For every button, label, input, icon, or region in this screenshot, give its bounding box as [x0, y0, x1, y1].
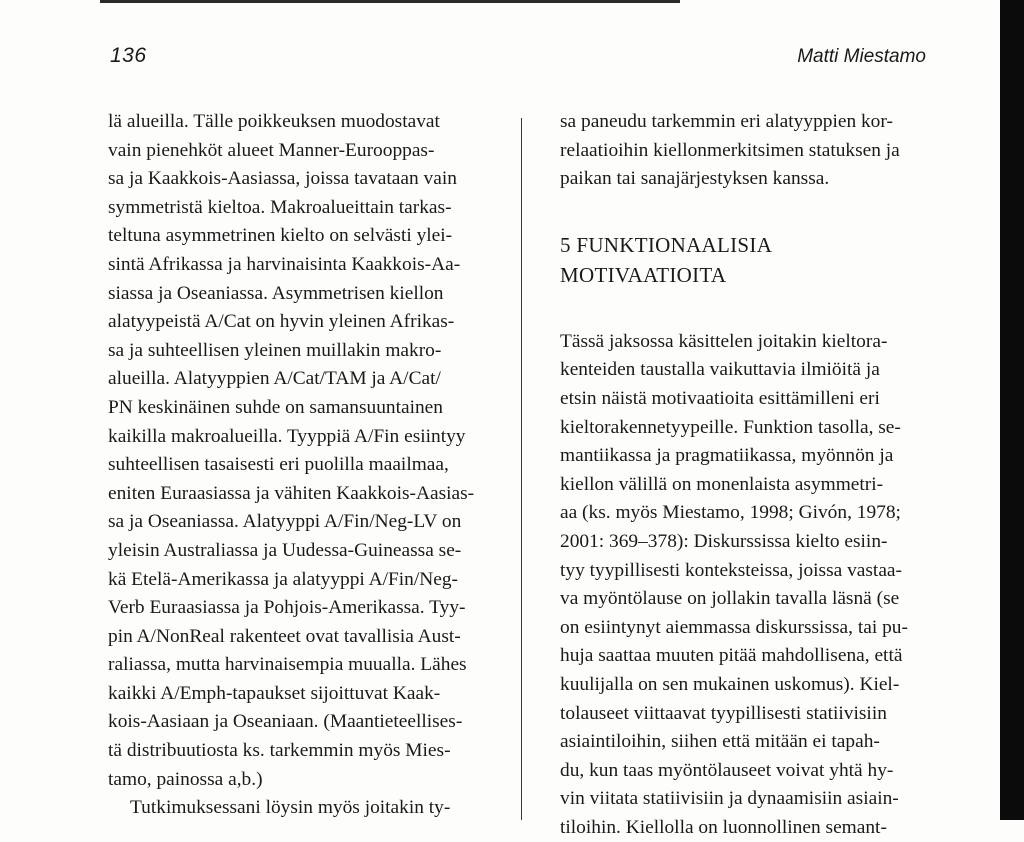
text-line: du, kun taas myöntölauseet voivat yhtä hy-	[560, 759, 894, 781]
text-line: tiloihin. Kiellolla on luonnollinen semant-	[560, 816, 887, 838]
text-line: sa ja Kaakkois-Aasiassa, joissa tavataan vain	[108, 168, 457, 190]
text-line: siassa ja Oseaniassa. Asymmetrisen kiellon	[108, 282, 444, 304]
text-line: vin viitata statiivisiin ja dynaamisiin asiain-	[560, 788, 899, 810]
text-line: huja saattaa muuten pitää mahdollisena, että	[560, 645, 903, 667]
text-line: suhteellisen tasaisesti eri puolilla maailmaa,	[108, 454, 449, 476]
section-heading-line: MOTIVAATIOITA	[560, 262, 727, 287]
text-line: sintä Afrikassa ja harvinaisinta Kaakkois-Aa-	[108, 253, 461, 275]
page-number: 136	[110, 44, 147, 67]
text-line: eniten Euraasiassa ja vähiten Kaakkois-Aasias-	[108, 482, 475, 504]
running-head-author: Matti Miestamo	[797, 46, 926, 67]
text-line: kaikilla makroalueilla. Tyyppiä A/Fin esiintyy	[108, 425, 466, 447]
page-right-edge	[1000, 0, 1024, 820]
text-line: relaatioihin kiellonmerkitsimen statuksen ja	[560, 139, 900, 161]
text-line: tyy tyypillisesti konteksteissa, joissa vastaa-	[560, 559, 902, 581]
text-line: kuulijalla on sen mukainen uskomus). Kiel-	[560, 673, 900, 695]
text-line: teltuna asymmetrinen kielto on selvästi ylei-	[108, 225, 453, 247]
section-heading	[560, 230, 932, 290]
text-line: kä Etelä-Amerikassa ja alatyyppi A/Fin/Neg-	[108, 568, 459, 590]
text-line: sa ja Oseaniassa. Alatyyppi A/Fin/Neg-LV on	[108, 511, 462, 533]
text-line: Tässä jaksossa käsittelen joitakin kieltora-	[560, 330, 888, 352]
text-line: PN keskinäinen suhde on samansuuntainen	[108, 396, 443, 418]
text-line: pin A/NonReal rakenteet ovat tavallisia Aust-	[108, 625, 461, 647]
text-line: yleisin Australiassa ja Uudessa-Guineassa se-	[108, 539, 462, 561]
left-column	[108, 108, 483, 823]
text-line: kaikki A/Emph-tapaukset sijoittuvat Kaak-	[108, 682, 441, 704]
text-line: tä distribuutiosta ks. tarkemmin myös Mies-	[108, 740, 451, 762]
page-top-edge	[100, 0, 680, 3]
text-line: alueilla. Alatyyppien A/Cat/TAM ja A/Cat/	[108, 368, 441, 390]
text-line: sa ja suhteellisen yleinen muillakin makro-	[108, 339, 442, 361]
right-column	[560, 108, 932, 842]
text-line: va myöntölause on jollakin tavalla läsnä (se	[560, 588, 900, 610]
text-line: tamo, painossa a,b.)	[108, 768, 263, 790]
text-line: sa paneudu tarkemmin eri alatyyppien kor-	[560, 111, 893, 132]
text-line: on esiintynyt aiemmassa diskurssissa, tai pu-	[560, 616, 908, 638]
text-line: alatyypeistä A/Cat on hyvin yleinen Afrikas-	[108, 311, 455, 333]
text-line: symmetristä kieltoa. Makroalueittain tarkas-	[108, 196, 452, 218]
text-line: kenteiden taustalla vaikuttavia ilmiöitä ja	[560, 359, 880, 381]
text-line: Verb Euraasiassa ja Pohjois-Amerikassa. Tyy-	[108, 597, 466, 619]
text-line: asiaintiloihin, siihen että mitään ei tapah-	[560, 731, 880, 753]
text-line: kieltorakennetyypeille. Funktion tasolla, se-	[560, 416, 901, 438]
text-line: paikan tai sanajärjestyksen kanssa.	[560, 168, 830, 190]
text-line: kois-Aasiaan ja Oseaniaan. (Maantieteellises-	[108, 711, 463, 733]
text-line: lä alueilla. Tälle poikkeuksen muodostavat	[108, 111, 440, 132]
text-line: kiellon välillä on monenlaista asymmetri-	[560, 473, 884, 495]
text-line: aa (ks. myös Miestamo, 1998; Givón, 1978;	[560, 502, 901, 524]
text-line: 2001: 369–378): Diskurssissa kielto esiin-	[560, 530, 888, 552]
section-heading-line: 5 FUNKTIONAALISIA	[560, 232, 773, 257]
text-line: mantiikassa ja pragmatiikassa, myönnön ja	[560, 445, 894, 467]
text-line: raliassa, mutta harvinaisempia muualla. Lähes	[108, 654, 467, 676]
paragraph-start-line: Tutkimuksessani löysin myös joitakin ty-	[130, 797, 451, 819]
text-line: etsin näistä motivaatioita esittämilleni eri	[560, 387, 880, 409]
text-line: tolauseet viittaavat tyypillisesti statiivisiin	[560, 702, 887, 724]
text-line: vain pienehköt alueet Manner-Eurooppas-	[108, 139, 435, 161]
column-divider	[521, 118, 522, 820]
